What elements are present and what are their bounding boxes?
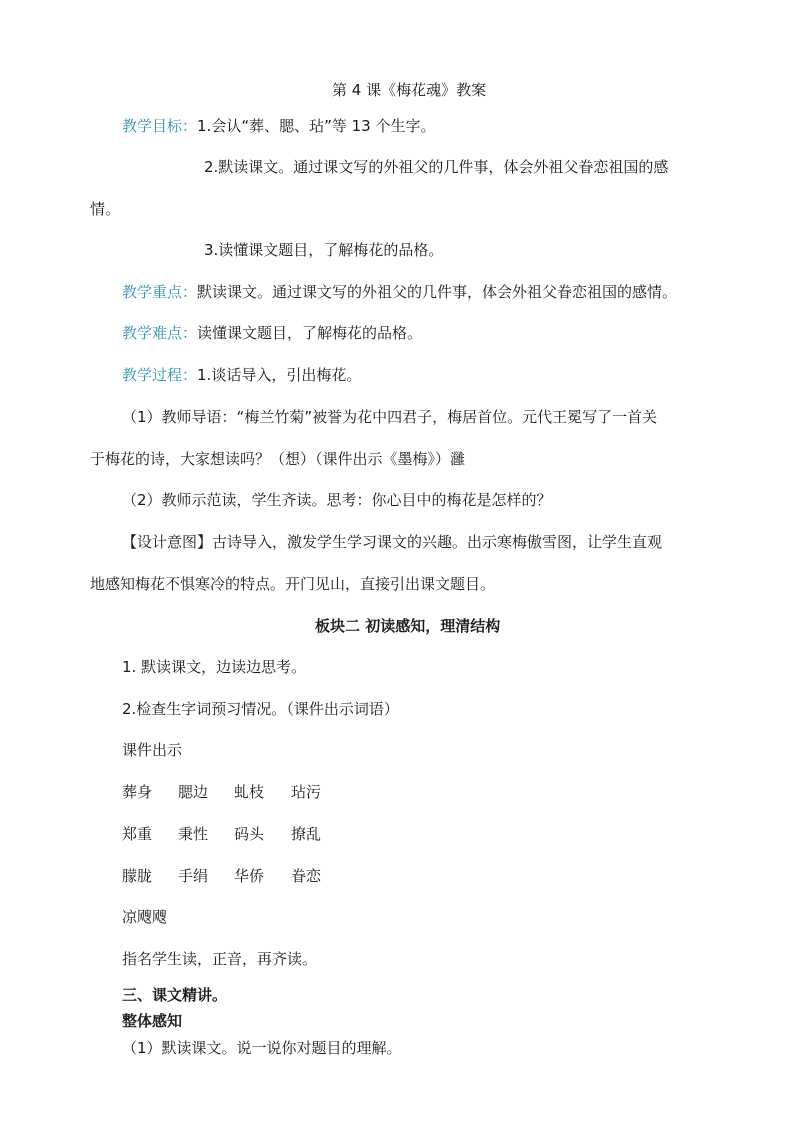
section3-title: 三、课文精讲。 bbox=[122, 986, 228, 1004]
key-point-label: 教学重点： bbox=[122, 283, 198, 301]
vocab-word: 华侨 bbox=[234, 867, 265, 885]
process-line bbox=[122, 365, 361, 385]
difficulty-text: 读懂课文题目，了解梅花的品格。 bbox=[197, 324, 423, 342]
goals-item-3: 3.读懂课文题目，了解梅花的品格。 bbox=[204, 241, 444, 259]
goals-label: 教学目标： bbox=[122, 117, 198, 135]
goals-line-1 bbox=[122, 116, 436, 136]
key-point-line bbox=[122, 282, 677, 302]
difficulty-line bbox=[122, 323, 422, 343]
goals-item-2a: 2.默读课文。通过课文写的外祖父的几件事，体会外祖父眷恋祖国的感 bbox=[204, 158, 669, 176]
overall-title: 整体感知 bbox=[122, 1012, 183, 1030]
vocab-word: 凉飕飕 bbox=[122, 908, 168, 926]
vocab-word: 撩乱 bbox=[291, 825, 322, 843]
vocab-word: 郑重 bbox=[122, 825, 153, 843]
vocab-word: 朦胧 bbox=[122, 867, 153, 885]
design-intent-b: 地感知梅花不惧寒冷的特点。开门见山，直接引出课文题目。 bbox=[90, 575, 496, 593]
page-title: 第 4 课《梅花魂》教案 bbox=[332, 81, 487, 99]
reading-note: 指名学生读，正音，再齐读。 bbox=[122, 950, 318, 968]
vocab-word: 虬枝 bbox=[234, 783, 265, 801]
section2-item-2: 2.检查生字词预习情况。（课件出示词语） bbox=[122, 700, 399, 718]
design-intent-a: 【设计意图】古诗导入，激发学生学习课文的兴趣。出示寒梅傲雪图，让学生直观 bbox=[122, 533, 663, 551]
vocab-word: 秉性 bbox=[178, 825, 209, 843]
key-point-text: 默读课文。通过课文写的外祖父的几件事，体会外祖父眷恋祖国的感情。 bbox=[197, 283, 678, 301]
section2-item-1: 1. 默读课文，边读边思考。 bbox=[122, 658, 307, 676]
overall-item-1: （1）默读课文。说一说你对题目的理解。 bbox=[122, 1039, 402, 1057]
section2-title: 板块二 初读感知，理清结构 bbox=[315, 617, 501, 635]
vocab-word: 码头 bbox=[234, 825, 265, 843]
vocab-word: 眷恋 bbox=[291, 867, 322, 885]
goals-item-2b: 情。 bbox=[90, 200, 121, 218]
process-label: 教学过程： bbox=[122, 366, 198, 384]
step1-line-b: 于梅花的诗，大家想读吗？（想）（课件出示《墨梅》）灉 bbox=[90, 450, 466, 468]
vocab-word: 手绢 bbox=[178, 867, 209, 885]
process-text: 1.谈话导入，引出梅花。 bbox=[197, 366, 362, 384]
goals-item-1: 1.会认“葬、腮、玷”等 13 个生字。 bbox=[197, 117, 436, 135]
vocab-word: 腮边 bbox=[178, 783, 209, 801]
difficulty-label: 教学难点： bbox=[122, 324, 198, 342]
vocab-word: 葬身 bbox=[122, 783, 153, 801]
vocab-word: 玷污 bbox=[291, 783, 322, 801]
courseware-label: 课件出示 bbox=[122, 741, 183, 759]
step2-line: （2）教师示范读，学生齐读。思考：你心目中的梅花是怎样的？ bbox=[122, 491, 552, 509]
step1-line-a: （1）教师导语：“梅兰竹菊”被誉为花中四君子，梅居首位。元代王冕写了一首关 bbox=[122, 408, 658, 426]
